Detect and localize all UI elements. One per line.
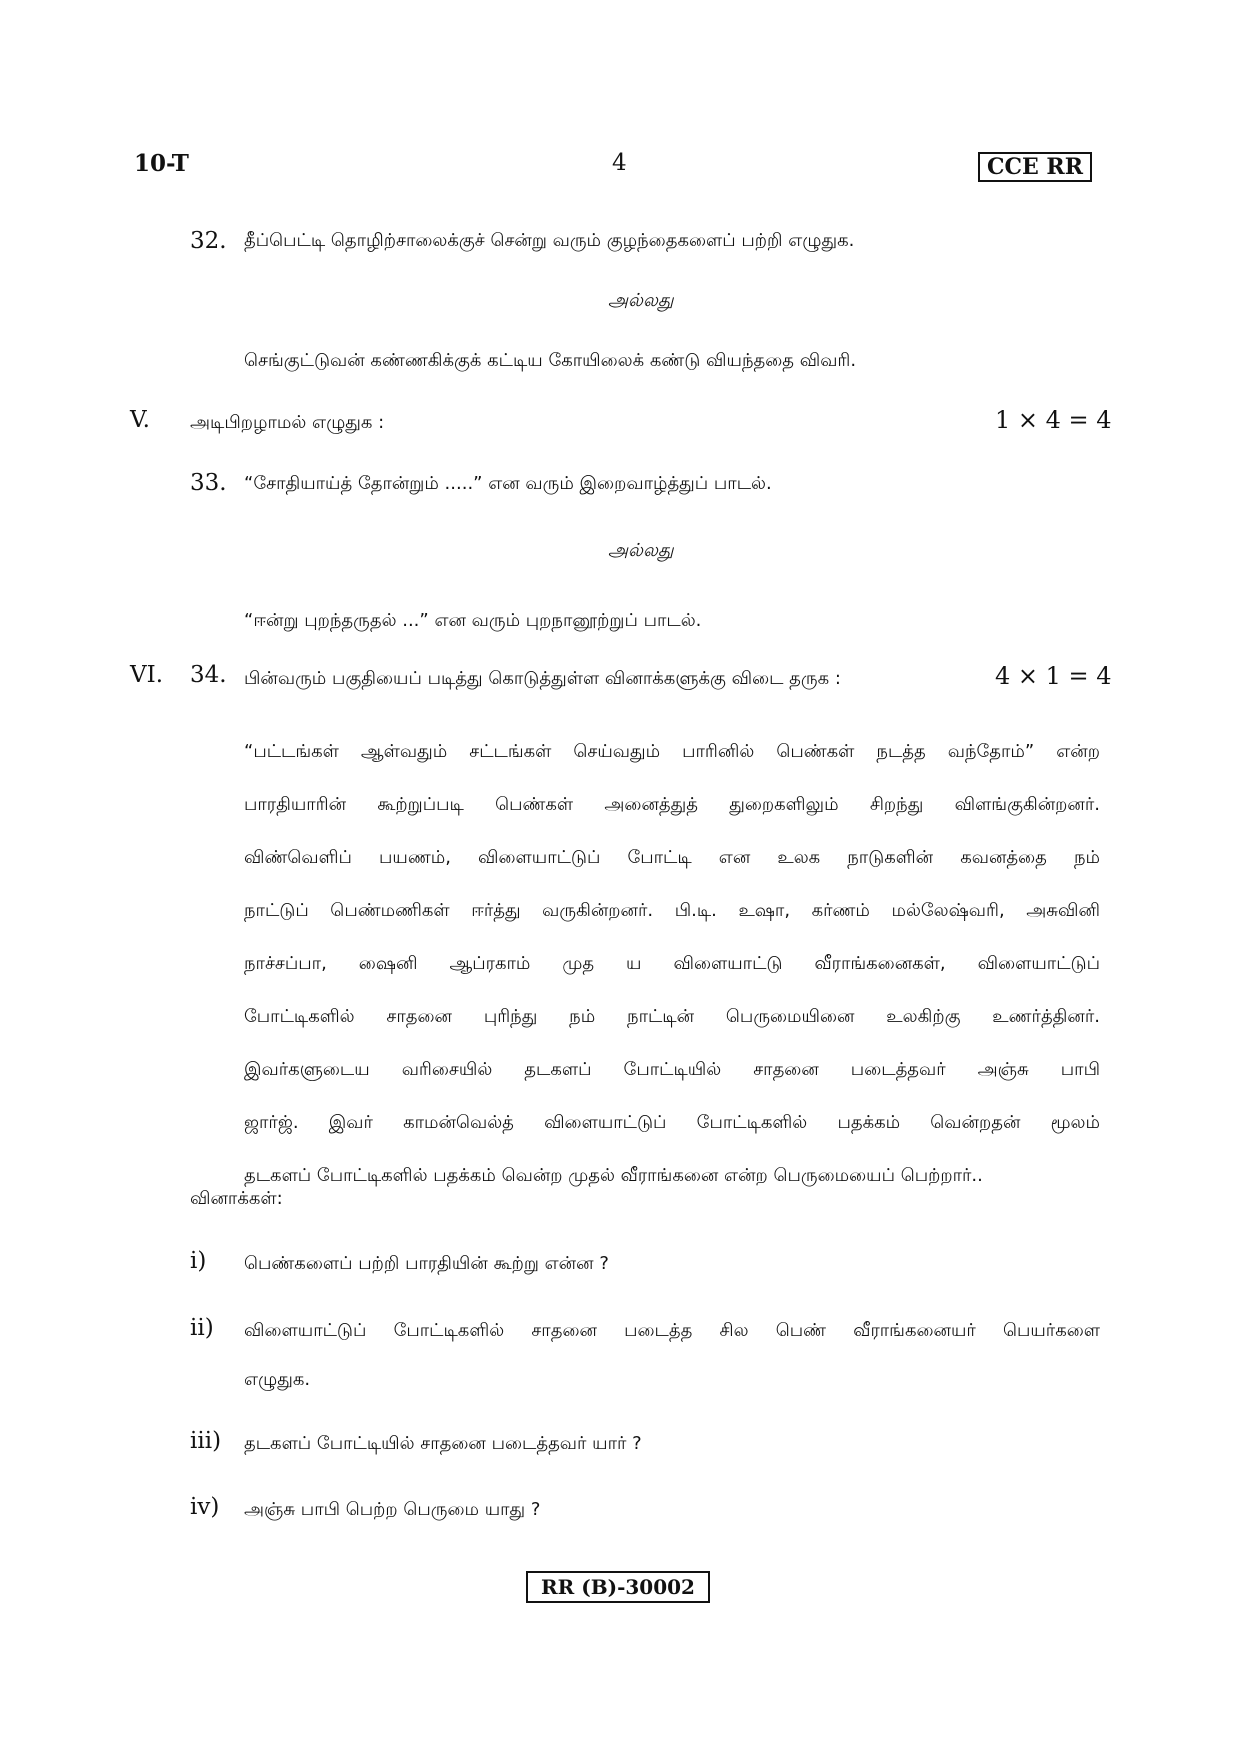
question-iii-text: தடகளப் போட்டியில் சாதனை படைத்தவர் யார் ? [244,1433,642,1454]
question-ii-number: ii) [190,1315,214,1341]
question-34-number: 34. [190,662,227,688]
passage-line: போட்டிகளில் சாதனை புரிந்து நம் நாட்டின் பெருமையினை உலகிற்கு உணர்த்தினர். [244,1006,1100,1027]
question-i-number: i) [190,1248,207,1274]
question-32-text: தீப்பெட்டி தொழிற்சாலைக்குச் சென்று வரும் குழந்தைகளைப் பற்றி எழுதுக. [244,230,855,251]
section-vi-numeral: VI. [130,662,164,688]
question-32-number: 32. [190,228,227,254]
question-32-or-label: அல்லது [608,290,674,311]
passage-line: தடகளப் போட்டிகளில் பதக்கம் வென்ற முதல் வீராங்கனை என்ற பெருமையைப் பெற்றார்.. [244,1165,983,1186]
question-33-text: “சோதியாய்த் தோன்றும் .....” என வரும் இறைவாழ்த்துப் பாடல். [244,473,772,494]
question-33-or-label: அல்லது [608,540,674,561]
questions-label: வினாக்கள்: [190,1188,283,1209]
question-32-alternative: செங்குட்டுவன் கண்ணகிக்குக் கட்டிய கோயிலைக் கண்டு வியந்ததை விவரி. [244,350,857,371]
passage-line: ஜார்ஜ். இவர் காமன்வெல்த் விளையாட்டுப் போட்டிகளில் பதக்கம் வென்றதன் மூலம் [244,1112,1100,1133]
question-33-alternative: “ஈன்று புறந்தருதல் ...” என வரும் புறநானூற்றுப் பாடல். [244,610,702,631]
question-iv-number: iv) [190,1494,220,1520]
question-iv-text: அஞ்சு பாபி பெற்ற பெருமை யாது ? [244,1499,541,1520]
question-34-instruction: பின்வரும் பகுதியைப் படித்து கொடுத்துள்ள வினாக்களுக்கு விடை தருக : [244,668,841,689]
section-v-numeral: V. [130,407,150,433]
page-number: 4 [612,150,627,176]
passage-line: விண்வெளிப் பயணம், விளையாட்டுப் போட்டி என உலக நாடுகளின் கவனத்தை நம் [244,847,1100,868]
footer-code-box: RR (B)-30002 [526,1571,710,1603]
question-ii-text: விளையாட்டுப் போட்டிகளில் சாதனை படைத்த சில பெண் வீராங்கனையர் பெயர்களை [244,1320,1100,1341]
section-v-instruction: அடிபிறழாமல் எழுதுக : [190,412,385,433]
passage-line: “பட்டங்கள் ஆள்வதும் சட்டங்கள் செய்வதும் பாரினில் பெண்கள் நடத்த வந்தோம்” என்ற [244,741,1100,762]
paper-code: 10-T [134,150,189,177]
section-v-marks: 1 × 4 = 4 [995,406,1112,434]
question-33-number: 33. [190,470,227,496]
question-iii-number: iii) [190,1428,222,1454]
series-box: CCE RR [978,152,1092,182]
question-i-text: பெண்களைப் பற்றி பாரதியின் கூற்று என்ன ? [244,1253,609,1274]
passage-line: நாட்டுப் பெண்மணிகள் ஈர்த்து வருகின்றனர். பி.டி. உஷா, கர்ணம் மல்லேஷ்வரி, அசுவினி [244,900,1100,921]
passage-line: இவர்களுடைய வரிசையில் தடகளப் போட்டியில் சாதனை படைத்தவர் அஞ்சு பாபி [244,1059,1100,1080]
passage-line: பாரதியாரின் கூற்றுப்படி பெண்கள் அனைத்துத் துறைகளிலும் சிறந்து விளங்குகின்றனர். [244,794,1100,815]
passage-line: நாச்சப்பா, ஷைனி ஆப்ரகாம் முத ய விளையாட்டு வீராங்கனைகள், விளையாட்டுப் [244,953,1100,974]
section-vi-marks: 4 × 1 = 4 [995,662,1112,690]
reading-passage [244,725,1100,1202]
question-ii-continuation: எழுதுக. [244,1369,311,1390]
